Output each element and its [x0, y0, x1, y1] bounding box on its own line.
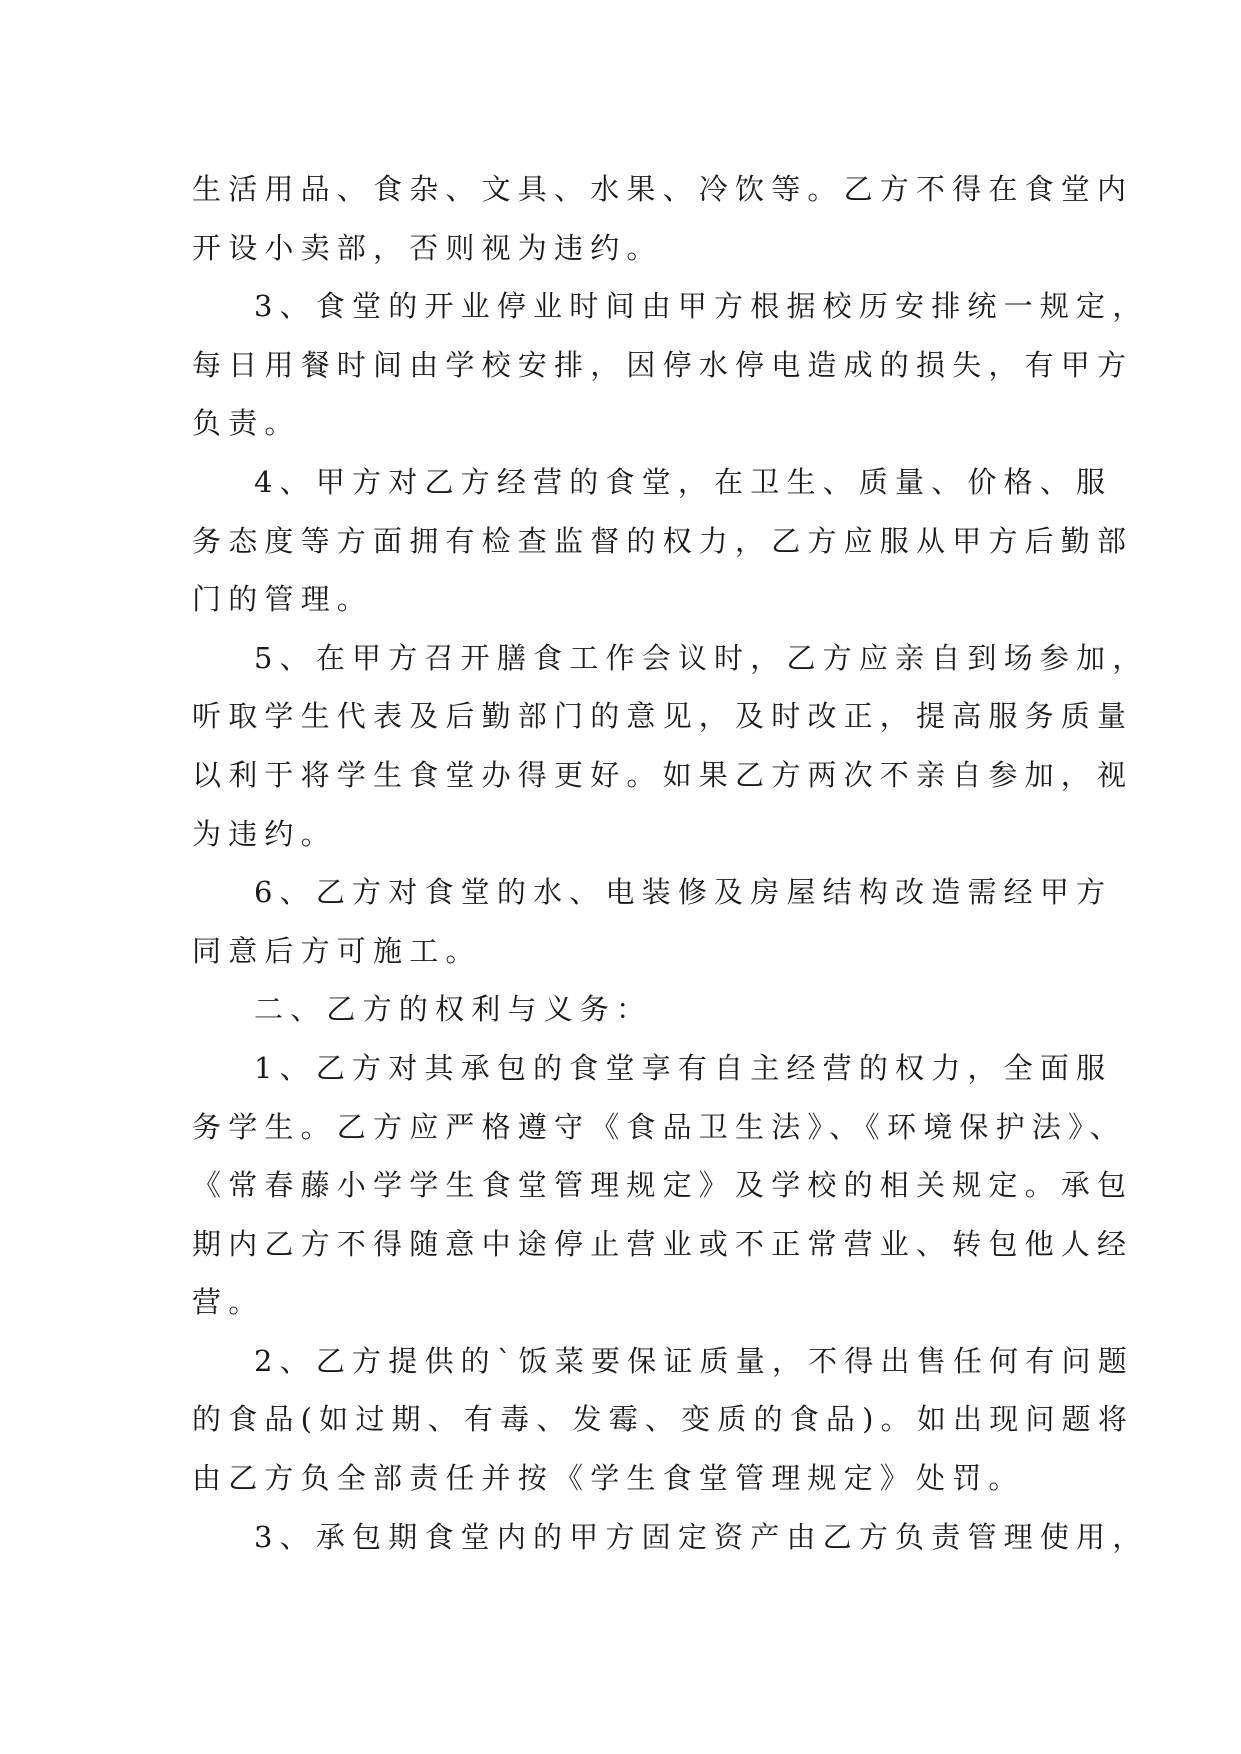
text-line: 4、甲方对乙方经营的食堂，在卫生、质量、价格、服 — [254, 464, 1113, 499]
text-line: 为违约。 — [192, 816, 337, 851]
text-line: 二、乙方的权利与义务： — [254, 992, 653, 1027]
text-line: 负责。 — [192, 406, 301, 441]
text-line: 听取学生代表及后勤部门的意见，及时改正，提高服务质量 — [192, 699, 1134, 734]
text-line: 《常春藤小学学生食堂管理规定》及学校的相关规定。承包 — [192, 1168, 1134, 1203]
document-body — [192, 160, 1149, 1566]
text-line: 的食品(如过期、有毒、发霉、变质的食品)。如出现问题将 — [192, 1402, 1135, 1437]
text-line: 务态度等方面拥有检查监督的权力，乙方应服从甲方后勤部 — [192, 523, 1134, 558]
text-line: 同意后方可施工。 — [192, 933, 482, 968]
text-line: 5、在甲方召开膳食工作会议时，乙方应亲自到场参加， — [254, 640, 1149, 675]
text-line: 以利于将学生食堂办得更好。如果乙方两次不亲自参加，视 — [192, 757, 1134, 792]
text-line: 每日用餐时间由学校安排，因停水停电造成的损失，有甲方 — [192, 347, 1134, 382]
text-line: 门的管理。 — [192, 582, 374, 617]
text-line: 期内乙方不得随意中途停止营业或不正常营业、转包他人经 — [192, 1226, 1134, 1261]
text-line: 由乙方负全部责任并按《学生食堂管理规定》处罚。 — [192, 1461, 1025, 1496]
text-line: 6、乙方对食堂的水、电装修及房屋结构改造需经甲方 — [254, 875, 1113, 910]
text-line: 2、乙方提供的`饭菜要保证质量，不得出售任何有问题 — [254, 1343, 1134, 1378]
text-line: 3、食堂的开业停业时间由甲方根据校历安排统一规定， — [254, 289, 1149, 324]
text-line: 营。 — [192, 1285, 265, 1320]
text-line: 3、承包期食堂内的甲方固定资产由乙方负责管理使用， — [254, 1519, 1149, 1554]
text-line: 开设小卖部，否则视为违约。 — [192, 230, 663, 265]
text-line: 生活用品、食杂、文具、水果、冷饮等。乙方不得在食堂内 — [192, 172, 1134, 206]
text-line: 务学生。乙方应严格遵守《食品卫生法》、《环境保护法》、 — [192, 1109, 1126, 1144]
text-line: 1、乙方对其承包的食堂享有自主经营的权力，全面服 — [254, 1050, 1113, 1085]
